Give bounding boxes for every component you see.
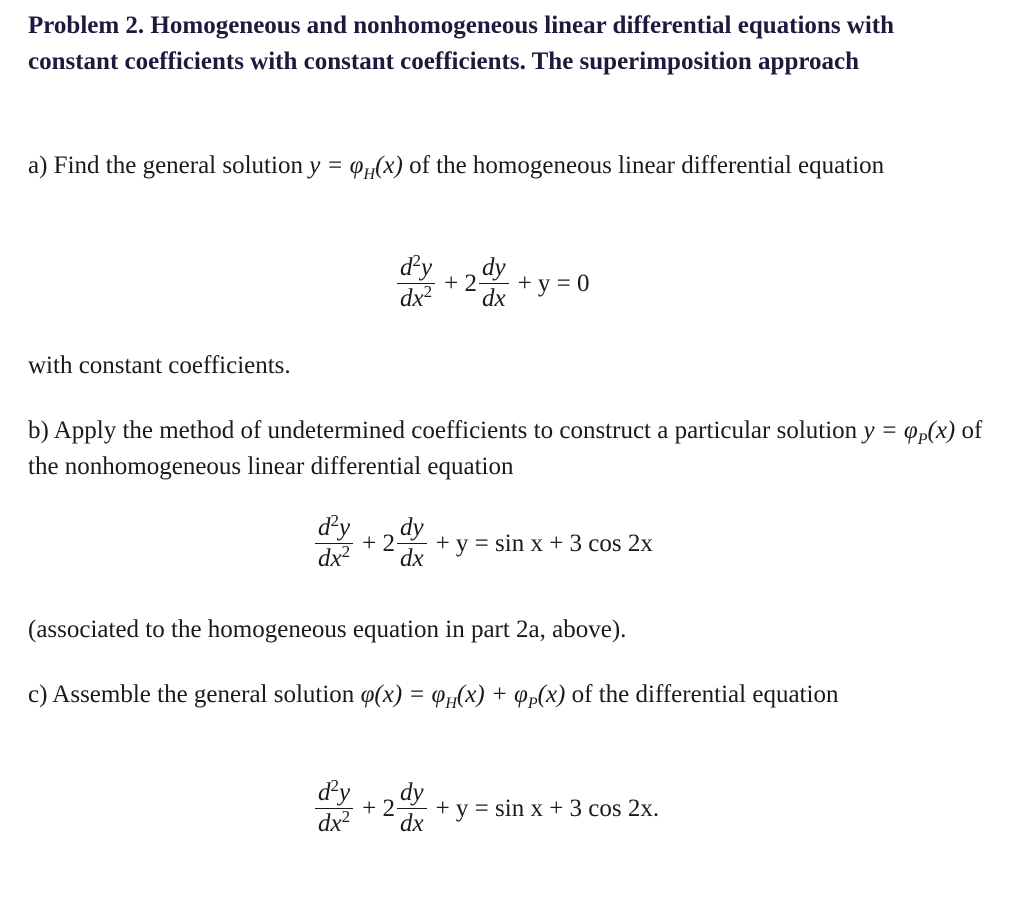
equation-a: $\frac{d^2y}{dx^2}$ + 2 $\frac{dy}{dx}$ + y = 0 bbox=[394, 255, 596, 312]
part-b-outro: (associated to the homogeneous equation in part 2a, above). bbox=[28, 616, 627, 643]
part-a-intro: a) Find the general solution $y = \varphi_H(x)$ of the homogeneous linear differential equation bbox=[28, 152, 885, 183]
part-c-intro: c) Assemble the general solution $\varphi(x) = \varphi_H(x) + \varphi_P(x)$ of the differential equation bbox=[28, 681, 839, 712]
problem-title: Problem 2. Homogeneous and nonhomogeneous linear differential equations with constant coefficients with constant coefficients. The superimposition approach bbox=[28, 12, 895, 75]
part-b-intro: b) Apply the method of undetermined coefficients to construct a particular solution $y = \varphi_P(x)$ of the nonhomogeneous linear differential equation bbox=[28, 417, 983, 480]
equation-b: $\frac{d^2y}{dx^2}$ + 2 $\frac{dy}{dx}$ + y = sin x + 3 cos 2x bbox=[312, 515, 659, 572]
equation-c: $\frac{d^2y}{dx^2}$ + 2 $\frac{dy}{dx}$ + y = sin x + 3 cos 2x. bbox=[312, 780, 665, 837]
part-a-outro: with constant coefficients. bbox=[28, 352, 291, 379]
